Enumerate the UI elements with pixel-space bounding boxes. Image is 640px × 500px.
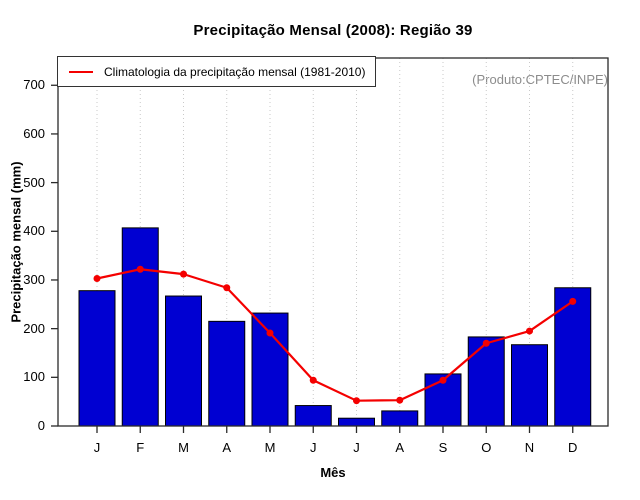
- legend: [57, 56, 376, 87]
- x-tick-label-0: J: [93, 440, 101, 455]
- y-tick-label-200: 200: [23, 320, 45, 336]
- x-axis-title: Mês: [320, 465, 346, 480]
- bar-month-7: [382, 411, 418, 426]
- y-tick-label-400: 400: [23, 223, 45, 239]
- bar-month-2: [166, 296, 202, 426]
- x-tick-label-5: J: [310, 440, 317, 455]
- y-tick-label-700: 700: [23, 77, 45, 93]
- climatology-point-7: [396, 397, 403, 404]
- climatology-point-0: [94, 275, 101, 282]
- x-tick-label-7: A: [395, 440, 405, 455]
- x-tick-label-1: F: [136, 440, 145, 455]
- legend-line-icon: [69, 71, 93, 73]
- climatology-point-9: [483, 340, 490, 347]
- bar-month-10: [512, 345, 548, 426]
- product-note: (Produto:CPTEC/INPE): [472, 72, 608, 87]
- x-tick-label-2: M: [178, 440, 189, 455]
- climatology-point-4: [267, 330, 274, 337]
- bar-month-1: [122, 228, 158, 426]
- x-tick-label-9: O: [481, 440, 492, 455]
- bar-month-9: [468, 337, 504, 426]
- x-tick-label-11: D: [568, 440, 578, 455]
- y-axis-title: Precipitação mensal (mm): [8, 161, 24, 323]
- x-tick-label-10: N: [524, 440, 535, 455]
- bar-month-6: [339, 418, 375, 426]
- bar-month-0: [79, 291, 115, 426]
- climatology-point-11: [569, 298, 576, 305]
- climatology-point-5: [310, 377, 317, 384]
- climatology-point-8: [440, 377, 447, 384]
- chart-title: Precipitação Mensal (2008): Região 39: [193, 22, 473, 39]
- y-tick-label-300: 300: [23, 271, 45, 287]
- legend-label: Climatologia da precipitação mensal (1981-2010): [104, 64, 366, 79]
- y-tick-label-500: 500: [23, 174, 45, 190]
- climatology-point-6: [353, 397, 360, 404]
- bar-month-11: [555, 288, 591, 426]
- y-tick-label-600: 600: [23, 125, 45, 141]
- climatology-point-1: [137, 266, 144, 273]
- x-tick-label-3: A: [222, 440, 232, 455]
- y-tick-label-0: 0: [37, 418, 45, 433]
- climatology-point-10: [526, 328, 533, 335]
- bar-month-5: [295, 406, 331, 426]
- x-tick-label-6: J: [353, 440, 360, 455]
- x-tick-label-8: S: [438, 440, 448, 455]
- climatology-point-3: [223, 284, 230, 291]
- x-tick-label-4: M: [264, 440, 276, 455]
- y-tick-label-100: 100: [23, 369, 45, 385]
- climatology-point-2: [180, 271, 187, 278]
- bar-month-3: [209, 321, 245, 426]
